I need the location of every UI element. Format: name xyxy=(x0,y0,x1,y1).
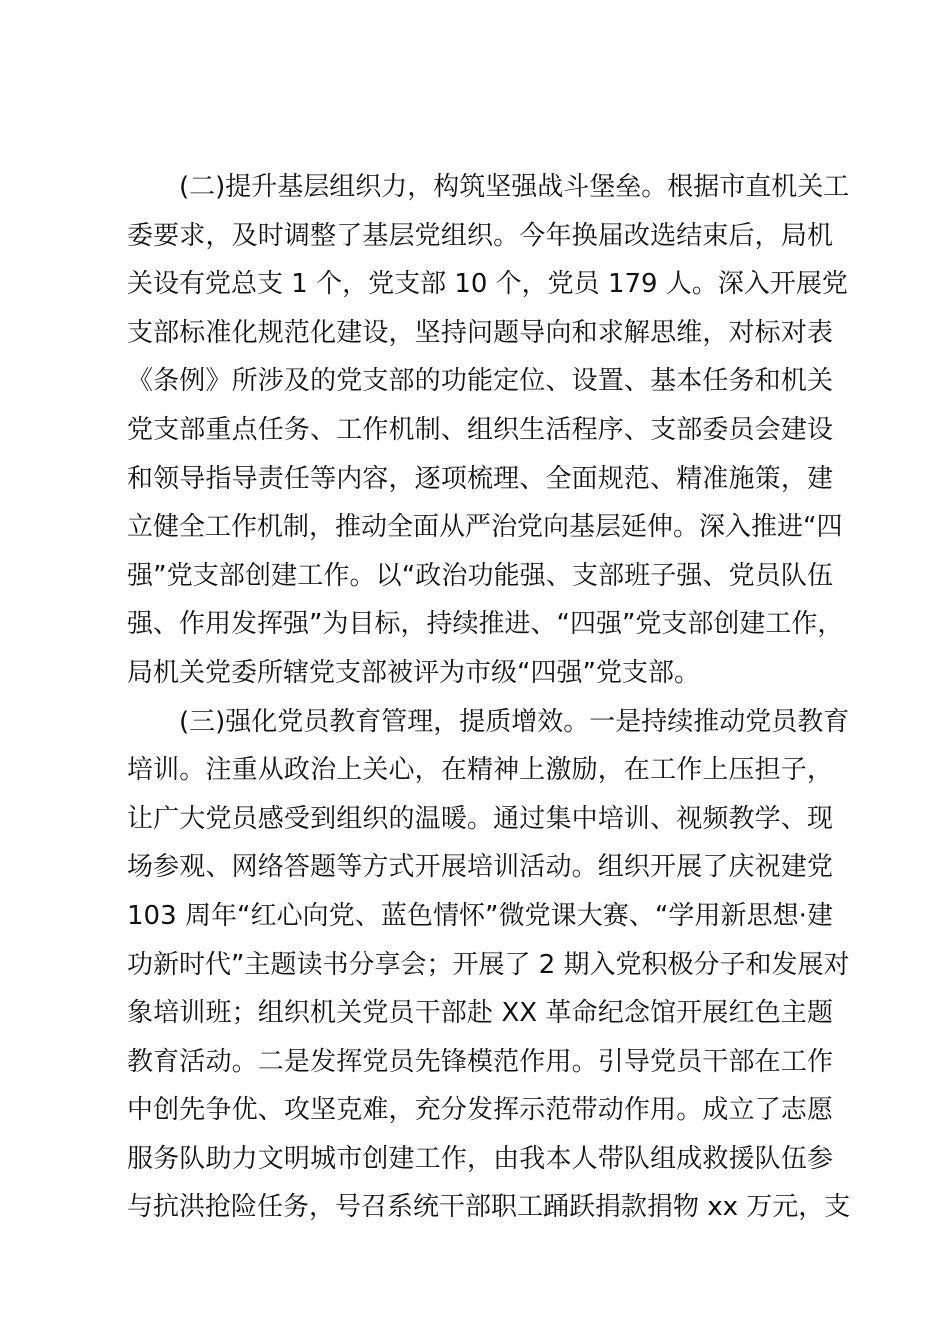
paragraph-line: 《条例》所涉及的党支部的功能定位、设置、基本任务和机关 xyxy=(127,366,833,397)
paragraph-line: 让广大党员感受到组织的温暖。通过集中培训、视频教学、现 xyxy=(127,803,833,834)
paragraph-line: 象培训班；组织机关党员干部赴 XX 革命纪念馆开展红色主题 xyxy=(127,998,833,1029)
paragraph-line: 强、作用发挥强”为目标，持续推进、“四强”党支部创建工作， xyxy=(127,609,844,640)
paragraph-line: 党支部重点任务、工作机制、组织生活程序、支部委员会建设 xyxy=(127,414,833,445)
paragraph-line: 与抗洪抢险任务，号召系统干部职工踊跃捐款捐物 xx 万元，支 xyxy=(127,1192,851,1223)
paragraph-line: 关设有党总支 1 个，党支部 10 个，党员 179 人。深入开展党 xyxy=(127,269,848,300)
paragraph-line: 强”党支部创建工作。以“政治功能强、支部班子强、党员队伍 xyxy=(127,560,833,591)
paragraph-line: 中创先争优、攻坚克难，充分发挥示范带动作用。成立了志愿 xyxy=(127,1095,833,1126)
paragraph-3 xyxy=(127,698,851,1233)
paragraph-line: (二)提升基层组织力，构筑坚强战斗堡垒。根据市直机关工 xyxy=(179,172,850,202)
paragraph-line: 和领导指导责任等内容，逐项梳理、全面规范、精准施策，建 xyxy=(127,463,833,494)
paragraph-line: 服务队助力文明城市创建工作，由我本人带队组成救援队伍参 xyxy=(127,1143,833,1174)
paragraph-line: 局机关党委所辖党支部被评为市级“四强”党支部。 xyxy=(127,657,700,688)
paragraph-2 xyxy=(127,163,850,698)
paragraph-line: 培训。注重从政治上关心，在精神上激励，在工作上压担子， xyxy=(127,755,833,786)
document-body xyxy=(127,163,851,1232)
paragraph-line: 委要求，及时调整了基层党组织。今年换届改选结束后，局机 xyxy=(127,220,833,251)
paragraph-line: 功新时代”主题读书分享会；开展了 2 期入党积极分子和发展对 xyxy=(127,949,850,980)
paragraph-line: 支部标准化规范化建设，坚持问题导向和求解思维，对标对表 xyxy=(127,317,833,348)
paragraph-line: 场参观、网络答题等方式开展培训活动。组织开展了庆祝建党 xyxy=(127,852,833,883)
paragraph-line: 103 周年“红心向党、蓝色情怀”微党课大赛、“学用新思想·建 xyxy=(127,900,833,931)
paragraph-line: 立健全工作机制，推动全面从严治党向基层延伸。深入推进“四 xyxy=(127,512,843,543)
paragraph-line: (三)强化党员教育管理，提质增效。一是持续推动党员教育 xyxy=(179,706,850,737)
paragraph-line: 教育活动。二是发挥党员先锋模范作用。引导党员干部在工作 xyxy=(127,1046,833,1077)
